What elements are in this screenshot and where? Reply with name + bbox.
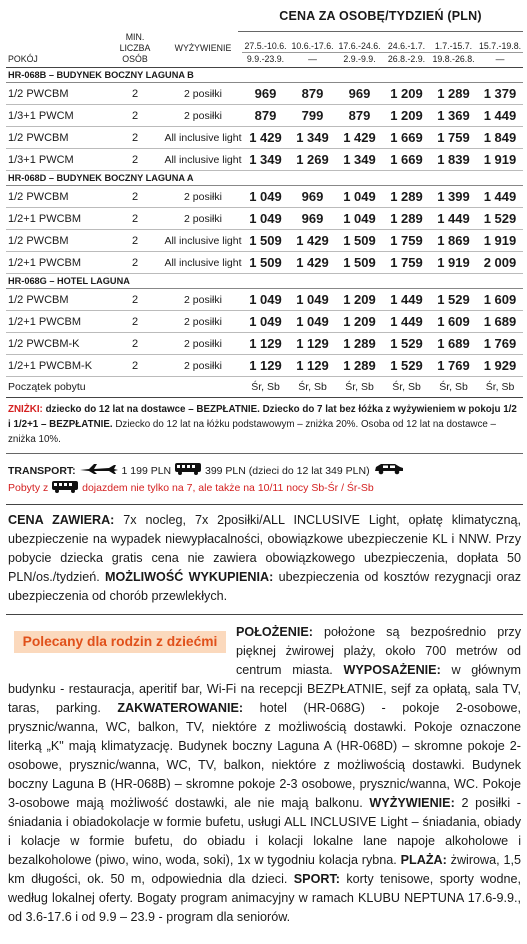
- price-includes-label: CENA ZAWIERA:: [8, 513, 115, 527]
- table-row: [6, 105, 523, 127]
- price-cell: 1 449: [383, 289, 430, 311]
- date-header-5: 1.7.-15.7.: [430, 32, 477, 53]
- optional-purchase-text: ubezpieczenia od kosztów rezygnacji oraz ubezpieczenia od chorób przewlekłych.: [8, 570, 521, 603]
- price-cell: 1 429: [336, 127, 383, 149]
- hotel-description: [6, 615, 523, 927]
- min-persons: 2: [106, 186, 164, 208]
- offer-page: [6, 0, 523, 927]
- date-header-row2-1: 9.9.-23.9.: [246, 54, 285, 64]
- price-cell: 1 399: [430, 186, 477, 208]
- price-cell: 1 209: [383, 83, 430, 105]
- board-type: 2 posiłki: [164, 355, 242, 377]
- price-cell: 1 529: [383, 333, 430, 355]
- amenities-label: WYPOSAŻENIE:: [343, 663, 441, 677]
- price-cell: 1 609: [477, 289, 523, 311]
- min-persons: 2: [106, 105, 164, 127]
- section-name: HR-068D – BUDYNEK BOCZNY LAGUNA A: [6, 171, 523, 186]
- price-cell: 1 349: [336, 149, 383, 171]
- room-type: 1/2+1 PWCBM: [6, 208, 106, 230]
- start-days-row: [6, 377, 523, 398]
- price-cell: 1 929: [477, 355, 523, 377]
- min-persons: 2: [106, 83, 164, 105]
- price-cell: 1 689: [430, 333, 477, 355]
- price-cell: 1 049: [336, 186, 383, 208]
- price-cell: 1 429: [289, 252, 336, 274]
- price-cell: 1 209: [336, 311, 383, 333]
- plane-price: 1 199 PLN: [121, 464, 172, 477]
- price-cell: 1 529: [477, 208, 523, 230]
- board-type: 2 posiłki: [164, 311, 242, 333]
- price-cell: 1 289: [383, 186, 430, 208]
- room-type: 1/2+1 PWCBM-K: [6, 355, 106, 377]
- price-cell: 1 449: [477, 186, 523, 208]
- board-type: All inclusive light: [164, 127, 242, 149]
- price-includes: [6, 505, 523, 615]
- bus-icon: [174, 462, 202, 480]
- price-cell: 1 509: [242, 252, 289, 274]
- price-cell: 1 129: [242, 355, 289, 377]
- date-header-6: 15.7.-19.8.: [477, 32, 523, 53]
- date-header-row2-3: 2.9.-9.9.: [343, 54, 376, 64]
- price-cell: 1 529: [383, 355, 430, 377]
- price-cell: 1 429: [242, 127, 289, 149]
- start-day-cell: Śr, Sb: [477, 377, 523, 398]
- start-day-cell: Śr, Sb: [430, 377, 477, 398]
- price-cell: 1 919: [430, 252, 477, 274]
- price-cell: 879: [242, 105, 289, 127]
- price-cell: 1 509: [336, 252, 383, 274]
- beach-label: PLAŻA:: [400, 853, 447, 867]
- bus-price: 399 PLN (dzieci do 12 lat 349 PLN): [204, 464, 370, 477]
- board-type: 2 posiłki: [164, 333, 242, 355]
- discounts: [6, 398, 523, 454]
- price-includes-text: 7x nocleg, 7x 2posiłki/ALL INCLUSIVE Light, opłatę klimatyczną, ubezpieczenie na wypadek niewypłacalności, obowiązkowe ubezpieczenie KL i NNW. Przy pobycie dziecka gratis cena nie zawiera obowiązkowego ubezpieczenia, dopłata 50 PLN/os./tydzień.: [8, 513, 521, 584]
- beach-text: żwirowa, 1,5 km długości, ok. 50 m, odpowiednia dla dzieci.: [8, 853, 521, 886]
- table-row: [6, 333, 523, 355]
- board-type: All inclusive light: [164, 230, 242, 252]
- price-cell: 1 509: [242, 230, 289, 252]
- board-type: All inclusive light: [164, 252, 242, 274]
- header-min-line1: MIN.: [125, 32, 145, 42]
- price-cell: 879: [289, 83, 336, 105]
- price-cell: 1 289: [430, 83, 477, 105]
- start-day-cell: Śr, Sb: [383, 377, 430, 398]
- price-cell: 1 049: [242, 186, 289, 208]
- date-header-3: 17.6.-24.6.: [336, 32, 383, 53]
- price-cell: 1 759: [383, 252, 430, 274]
- price-cell: 1 289: [336, 355, 383, 377]
- section-header-row: [6, 274, 523, 289]
- discounts-rest: Dziecko do 12 lat na łóżku podstawowym – zniżka 20%. Osoba od 12 lat na dostawce – zniżka 10%.: [8, 419, 497, 445]
- price-cell: 1 349: [242, 149, 289, 171]
- board-type: 2 posiłki: [164, 105, 242, 127]
- price-cell: 1 429: [289, 230, 336, 252]
- price-cell: 1 049: [289, 311, 336, 333]
- price-cell: 1 049: [242, 289, 289, 311]
- date-header-row2-5: 19.8.-26.8.: [432, 54, 475, 64]
- price-cell: 1 529: [430, 289, 477, 311]
- board-type: 2 posiłki: [164, 186, 242, 208]
- accommodation-text: hotel (HR-068G) - pokoje 2-osobowe, prysznic/wanna, WC, balkon, TV, niektóre z możliwością dostawki. Pokoje oznaczone literką „K" mają klimatyzację. Budynek boczny Laguna A (HR-068D) – skromne pokoje 2-osobowe, prysznic/wanna, WC, TV, balkon, niektóre z możliwością dostawki. Budynek boczny Laguna B (HR-068B) – skromne pokoje 2-3 osobowe, prysznic/wanna, WC. Pokoje 3-osobowe mają możliwość dostawki, ale nie mają balkonu.: [8, 701, 521, 810]
- min-persons: 2: [106, 230, 164, 252]
- table-row: [6, 289, 523, 311]
- price-cell: 1 209: [336, 289, 383, 311]
- price-cell: 1 049: [242, 208, 289, 230]
- price-cell: 1 509: [336, 230, 383, 252]
- price-cell: 1 759: [383, 230, 430, 252]
- price-cell: 1 919: [477, 230, 523, 252]
- price-cell: 1 449: [383, 311, 430, 333]
- location-label: POŁOŻENIE:: [236, 625, 313, 639]
- min-persons: 2: [106, 355, 164, 377]
- price-table-title: CENA ZA OSOBĘ/TYDZIEŃ (PLN): [238, 0, 523, 32]
- discounts-bold: dziecko do 12 lat na dostawce – BEZPŁATNIE. Dziecko do 7 lat bez łóżka z wyżywieniem w pokoju 1/2 i 1/2+1 – BEZPŁATNIE.: [8, 404, 517, 430]
- price-table: [6, 32, 523, 398]
- board-label: WYŻYWIENIE:: [369, 796, 455, 810]
- price-cell: 1 849: [477, 127, 523, 149]
- table-row: [6, 230, 523, 252]
- price-cell: 1 129: [289, 333, 336, 355]
- min-persons: 2: [106, 333, 164, 355]
- room-type: 1/2 PWCBM: [6, 230, 106, 252]
- price-cell: 1 449: [430, 208, 477, 230]
- price-cell: 1 209: [383, 105, 430, 127]
- price-cell: 969: [336, 83, 383, 105]
- price-cell: 1 379: [477, 83, 523, 105]
- stay-options-a: Pobyty z: [8, 481, 49, 494]
- price-cell: 1 289: [336, 333, 383, 355]
- header-wyzywienie: WYŻYWIENIE: [174, 43, 232, 53]
- transport-label: TRANSPORT:: [8, 464, 76, 477]
- price-cell: 1 869: [430, 230, 477, 252]
- room-type: 1/3+1 PWCM: [6, 105, 106, 127]
- price-cell: 1 839: [430, 149, 477, 171]
- price-cell: 1 049: [336, 208, 383, 230]
- room-type: 1/3+1 PWCM: [6, 149, 106, 171]
- family-recommended-badge: Polecany dla rodzin z dziećmi: [14, 631, 226, 653]
- board-type: 2 posiłki: [164, 208, 242, 230]
- price-cell: 1 129: [242, 333, 289, 355]
- board-text: 2 posiłki - śniadania i obiadokolacje w formie bufetu, usługi ALL INCLUSIVE Light – śniadania, obiady i kolacje w formie bufetu, do obiadu i kolacji lokalne lane napoje alkoholowe i bezalkoholowe (piwo, wino, woda, soki), 1x w tygodniu kolacja rybna.: [8, 796, 522, 867]
- section-name: HR-068B – BUDYNEK BOCZNY LAGUNA B: [6, 68, 523, 83]
- min-persons: 2: [106, 289, 164, 311]
- price-cell: 1 349: [289, 127, 336, 149]
- transport: [6, 454, 523, 480]
- price-cell: 1 049: [242, 311, 289, 333]
- date-header-2: 10.6.-17.6.: [289, 32, 336, 53]
- amenities-text: w głównym budynku - restauracja, aperitif bar, Wi-Fi na recepcji BEZPŁATNIE, sejf za opłatą, sala TV, taras, parking.: [8, 663, 521, 715]
- bus-icon: [51, 480, 79, 496]
- start-day-cell: Śr, Sb: [336, 377, 383, 398]
- min-persons: 2: [106, 127, 164, 149]
- table-row: [6, 127, 523, 149]
- room-type: 1/2 PWCBM-K: [6, 333, 106, 355]
- price-cell: 969: [289, 186, 336, 208]
- optional-purchase-label: MOŻLIWOŚĆ WYKUPIENIA:: [105, 570, 274, 584]
- start-day-cell: Śr, Sb: [289, 377, 336, 398]
- header-min-line2: LICZBA: [119, 43, 151, 53]
- price-cell: 1 759: [430, 127, 477, 149]
- room-type: 1/2 PWCBM: [6, 83, 106, 105]
- price-cell: 1 049: [289, 289, 336, 311]
- accommodation-label: ZAKWATEROWANIE:: [117, 701, 244, 715]
- start-days-label: Początek pobytu: [6, 377, 242, 398]
- location-text: położone są bezpośrednio przy pięknej żwirowej plaży, około 700 metrów od centrum miasta.: [236, 625, 521, 677]
- price-cell: 1 289: [383, 208, 430, 230]
- min-persons: 2: [106, 149, 164, 171]
- room-type: 1/2+1 PWCBM: [6, 311, 106, 333]
- header-pokoj: POKÓJ: [8, 54, 38, 64]
- table-row: [6, 355, 523, 377]
- min-persons: 2: [106, 311, 164, 333]
- room-type: 1/2 PWCBM: [6, 127, 106, 149]
- price-cell: 1 669: [383, 127, 430, 149]
- min-persons: 2: [106, 208, 164, 230]
- date-header-row2-2: —: [308, 54, 317, 64]
- min-persons: 2: [106, 252, 164, 274]
- table-row: [6, 311, 523, 333]
- date-header-1: 27.5.-10.6.: [242, 32, 289, 53]
- table-row: [6, 186, 523, 208]
- price-cell: 879: [336, 105, 383, 127]
- price-cell: 1 669: [383, 149, 430, 171]
- price-cell: 1 919: [477, 149, 523, 171]
- table-row: [6, 149, 523, 171]
- board-type: 2 posiłki: [164, 83, 242, 105]
- sport-text: korty tenisowe, sporty wodne, według lokalnej oferty. Bogaty program animacyjny w ramach KLUBU NEPTUNA 17.6-9.9., od 3.6-17.6 i od 9.9 – 23.9 - program dla seniorów.: [8, 872, 521, 924]
- section-name: HR-068G – HOTEL LAGUNA: [6, 274, 523, 289]
- price-cell: 2 009: [477, 252, 523, 274]
- price-cell: 1 449: [477, 105, 523, 127]
- airplane-icon: [79, 463, 119, 480]
- price-cell: 1 689: [477, 311, 523, 333]
- table-row: [6, 83, 523, 105]
- price-cell: 1 609: [430, 311, 477, 333]
- date-header-4: 24.6.-1.7.: [383, 32, 430, 53]
- header-min-line3: OSÓB: [122, 54, 148, 64]
- table-row: [6, 208, 523, 230]
- start-day-cell: Śr, Sb: [242, 377, 289, 398]
- board-type: All inclusive light: [164, 149, 242, 171]
- price-cell: 799: [289, 105, 336, 127]
- sport-label: SPORT:: [293, 872, 340, 886]
- price-cell: 1 769: [430, 355, 477, 377]
- section-header-row: [6, 171, 523, 186]
- room-type: 1/2 PWCBM: [6, 289, 106, 311]
- price-cell: 1 769: [477, 333, 523, 355]
- price-cell: 1 269: [289, 149, 336, 171]
- price-cell: 1 129: [289, 355, 336, 377]
- room-type: 1/2 PWCBM: [6, 186, 106, 208]
- date-header-row2-6: —: [495, 54, 505, 64]
- header-min-osob: [106, 32, 164, 65]
- table-row: [6, 252, 523, 274]
- date-header-row2-4: 26.8.-2.9.: [387, 54, 426, 64]
- discounts-label: ZNIŻKI:: [8, 404, 43, 415]
- stay-options: [6, 480, 523, 505]
- stay-options-b: dojazdem nie tylko na 7, ale także na 10/11 nocy Sb-Śr / Śr-Sb: [82, 481, 374, 494]
- price-cell: 969: [242, 83, 289, 105]
- room-type: 1/2+1 PWCBM: [6, 252, 106, 274]
- price-cell: 969: [289, 208, 336, 230]
- board-type: 2 posiłki: [164, 289, 242, 311]
- price-cell: 1 369: [430, 105, 477, 127]
- section-header-row: [6, 68, 523, 83]
- car-icon: [373, 462, 405, 480]
